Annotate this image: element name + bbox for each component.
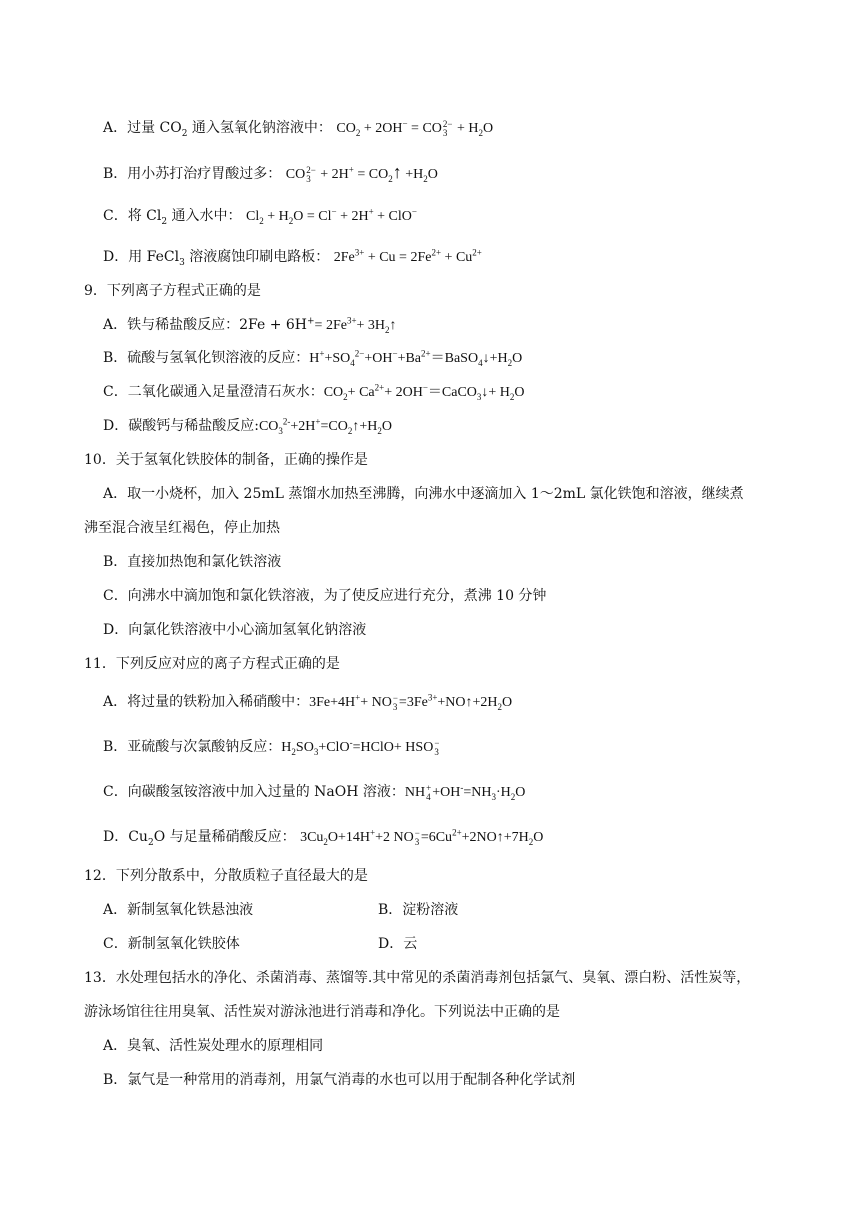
q10-stem: 10．关于氢氧化铁胶体的制备，正确的操作是: [84, 452, 368, 468]
q10-option-b: B．直接加热饱和氯化铁溶液: [103, 554, 282, 570]
q11-stem: 11．下列反应对应的离子方程式正确的是: [84, 656, 340, 672]
q11-option-d: D．$Cu_2O$ 与足量稀硝酸反应： $3Cu_2O+14H^++2$ NO − 3 $=6Cu^{2+}+2NO↑+7H_2O$: [103, 827, 544, 848]
q9-stem: 9．下列离子方程式正确的是: [84, 283, 261, 299]
q10-option-c: C．向沸水中滴加饱和氯化铁溶液，为了使反应进行充分，煮沸 10 分钟: [103, 588, 547, 604]
q10-option-d: D．向氯化铁溶液中小心滴加氢氧化钠溶液: [103, 622, 367, 638]
q9-option-b: B．硫酸与氢氧化钡溶液的反应：$H^++SO_4^{2-}+OH^-+Ba^{2+}=BaSO_4↓+H_2O$: [103, 348, 523, 368]
q11-option-c: C．向碳酸氢铵溶液中加入过量的 NaOH 溶液：NH + 4 $+OH^-=NH_3\cdot H_2O$: [103, 782, 526, 802]
q12-stem: 12．下列分散系中，分散质粒子直径最大的是: [84, 868, 368, 884]
q13-option-b: B．氯气是一种常用的消毒剂，用氯气消毒的水也可以用于配制各种化学试剂: [103, 1072, 576, 1088]
q9-option-c: C．二氧化碳通入足量澄清石灰水：$CO_2+ Ca^{2+}+$ 2OH−＝CaCO$_3$↓+ $H_2O$: [103, 382, 525, 402]
q13-stem-line2: 游泳场馆往往用臭氧、活性炭对游泳池进行消毒和净化。下列说法中正确的是: [84, 1004, 560, 1020]
q12-option-d: D．云: [378, 936, 418, 952]
q8-option-c: C．将 $Cl_2$ 通入水中： $Cl_2 + H_2O = Cl^- + 2H^+ + ClO^-$: [103, 206, 417, 227]
q12-option-a: A．新制氢氧化铁悬浊液: [103, 902, 254, 918]
q13-option-a: A．臭氧、活性炭处理水的原理相同: [103, 1038, 324, 1054]
q12-option-c: C．新制氢氧化铁胶体: [103, 936, 240, 952]
q8-option-b: B．用小苏打治疗胃酸过多： CO 2− 3 + $2H^+ = CO_2↑ +H_2O$: [103, 162, 438, 184]
q9-option-d: D．碳酸钙与稀盐酸反应$:CO_3^{2-}+2H^+=CO_2↑+H_2O$: [103, 416, 392, 436]
q13-stem-line1: 13．水处理包括水的净化、杀菌消毒、蒸馏等.其中常见的杀菌消毒剂包括氯气、臭氧、漂白粉、活性炭等，: [84, 970, 751, 986]
q8-option-a: A．过量 $CO_2$ 通入氢氧化钠溶液中： $CO_2 + 2OH^-$ = CO 2− 3 + $H_2O$: [103, 118, 494, 139]
q12-option-b: B．淀粉溶液: [378, 902, 459, 918]
q9-option-a: A．铁与稀盐酸反应：$2Fe + 6H^+= 2Fe^{3+}+$ $3H_2↑$: [103, 315, 397, 335]
q8-option-d: D．用 FeCl$_3$ 溶液腐蚀印刷电路板： $2Fe^{3+} + Cu = 2Fe^{2+} + Cu^{2+}$: [103, 247, 482, 268]
q10-option-a-line1: A．取一小烧杯，加入 25mL 蒸馏水加热至沸腾，向沸水中逐滴加入 1～2mL 氯化铁饱和溶液，继续煮: [103, 486, 744, 502]
q11-option-b: B．亚硫酸与次氯酸钠反应：$H_2SO_3+ClO^-=HClO+$ HSO − 3: [103, 737, 440, 757]
q11-option-a: A．将过量的铁粉加入稀硝酸中：3Fe+4H++ NO − 3 $=3Fe^{3+}+NO↑+2H_2O$: [103, 692, 513, 712]
q10-option-a-line2: 沸至混合液呈红褐色，停止加热: [84, 520, 280, 536]
